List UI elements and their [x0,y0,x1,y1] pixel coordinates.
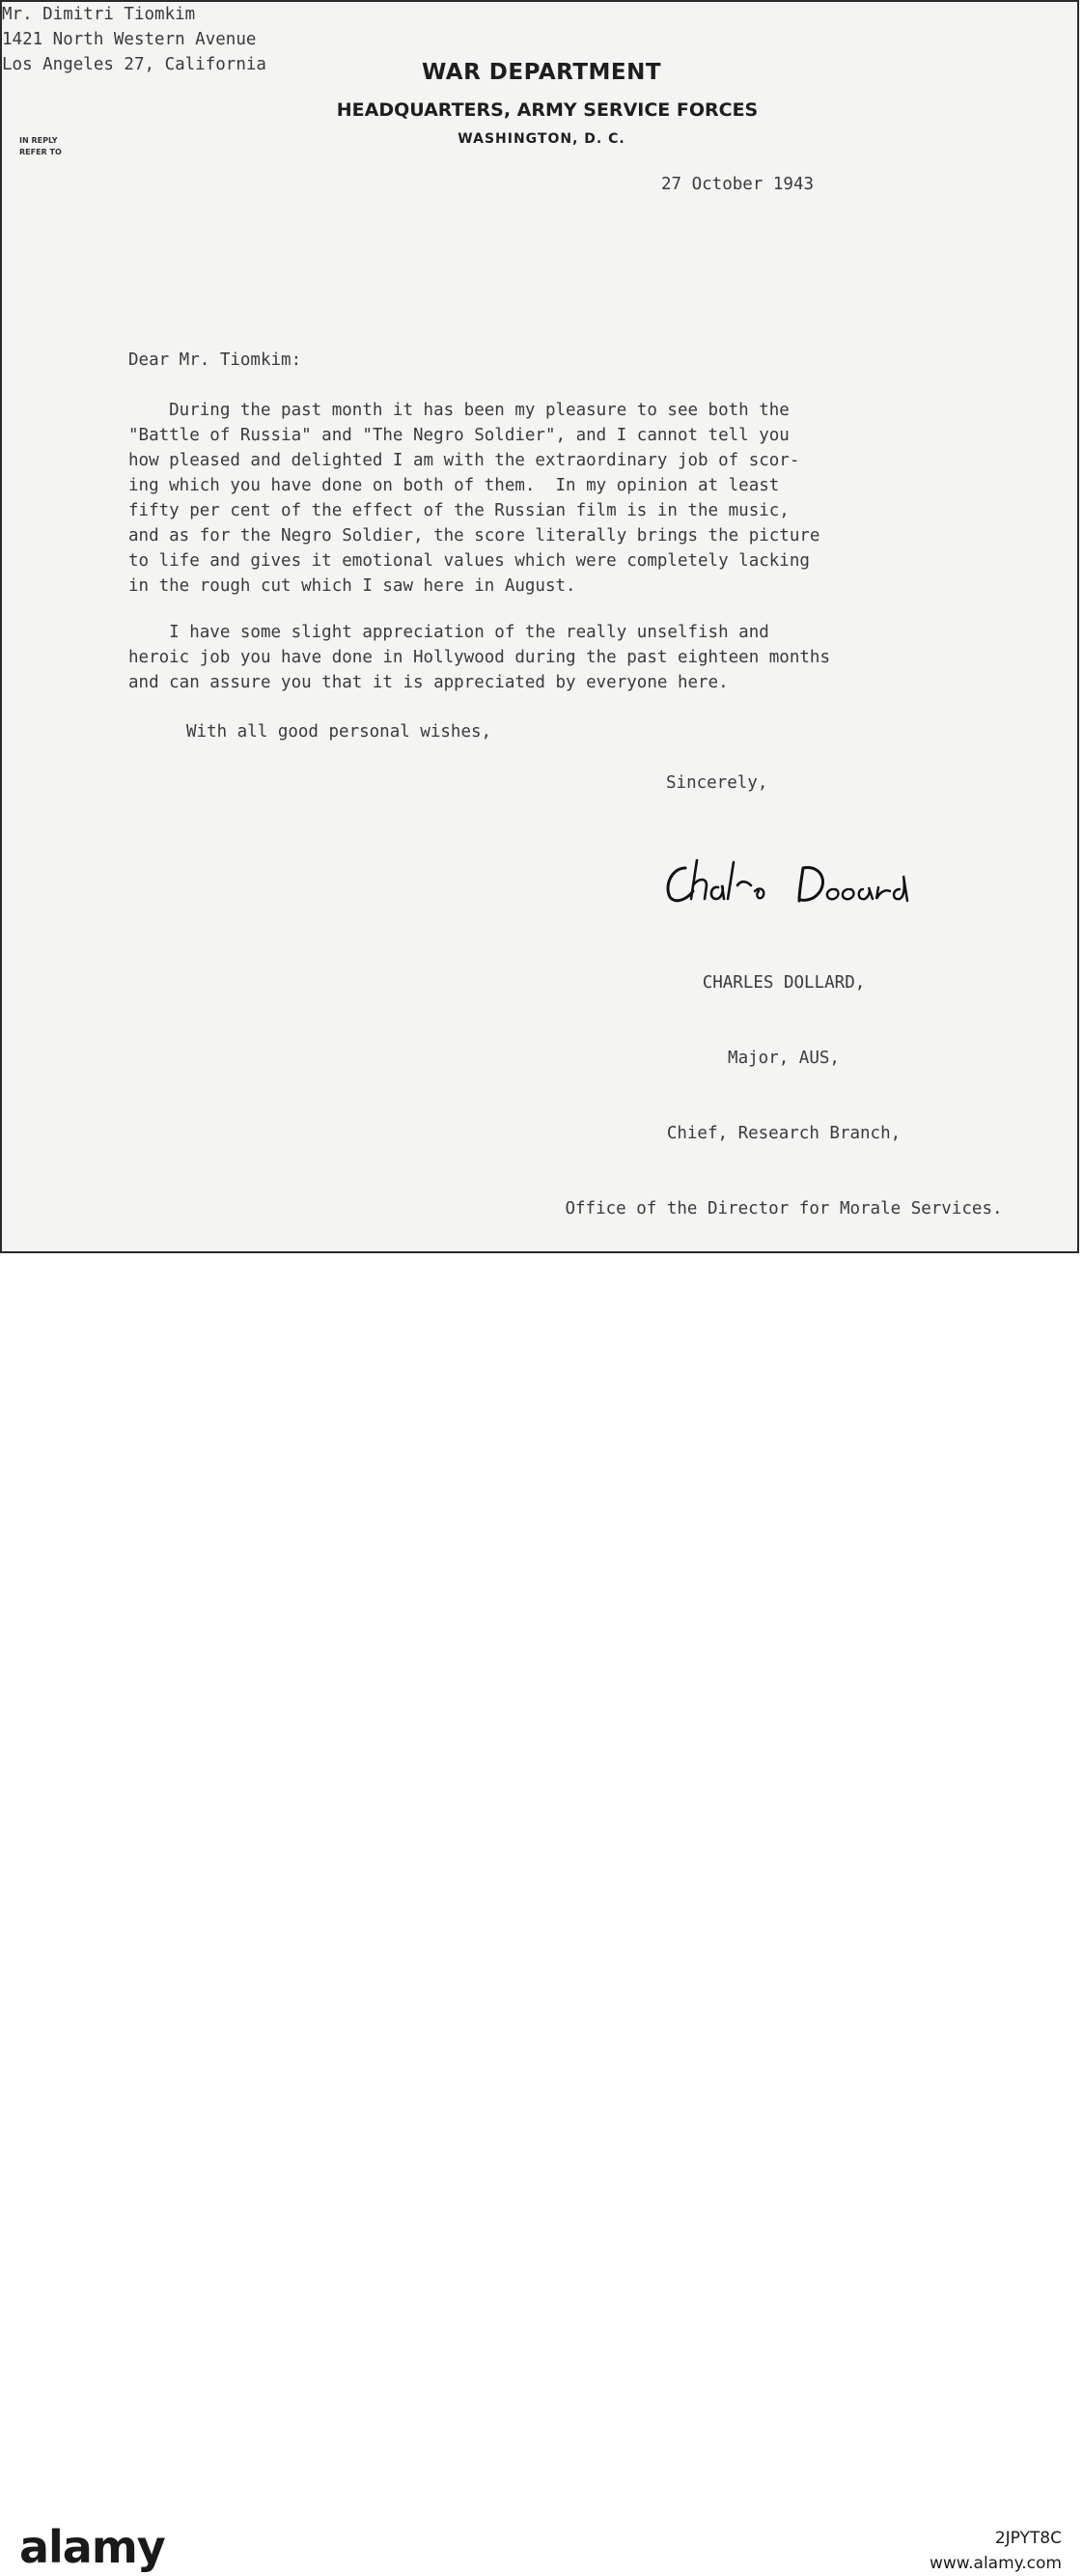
signatory-rank: Major, AUS, [728,1049,840,1068]
signatory-title: Chief, Research Branch, [666,1124,902,1143]
handwritten-signature [658,847,919,914]
body-paragraph-1: During the past month it has been my pleasure to see both the "Battle of Russia" and "The Negro Soldier", and I cannot tell you how pleased and delighted I am with the extraordinary job of scor- ing which you have done on both of them. In my opinion at least fifty per cent of the effect of the Russian film is in the music, and as for the Negro Soldier, the score literally brings the picture to life and gives it emotional values which were completely lacking in the rough cut which I saw here in August. [128,401,820,596]
letter-page [0,0,1079,1253]
body-paragraph-2: I have some slight appreciation of the really unselfish and heroic job you have done in Hollywood during the past eighteen months and can assure you that it is appreciated by everyone here. [128,623,830,692]
reply-reference-note: IN REPLY REFER TO [19,136,62,156]
recipient-name: Mr. Dimitri Tiomkim [2,5,196,24]
signatory-name: CHARLES DOLLARD, [702,973,866,993]
stock-info [930,2526,1062,2576]
stock-footer [0,1253,1083,2573]
letterhead-headquarters: HEADQUARTERS, ARMY SERVICE FORCES [336,99,759,121]
salutation: Dear Mr. Tiomkim: [128,350,302,370]
personal-wishes: With all good personal wishes, [186,722,492,742]
recipient-street: 1421 North Western Avenue [2,30,257,49]
recipient-city: Los Angeles 27, California [2,55,266,74]
signatory-office: Office of the Director for Morale Services. [565,1199,1003,1218]
letter-date: 27 October 1943 [661,175,815,194]
alamy-logo: alamy [19,2521,165,2573]
closing-sincerely: Sincerely, [666,773,768,793]
letterhead-location: WASHINGTON, D. C. [458,131,625,147]
stock-site: www.alamy.com [929,2554,1062,2573]
image-id: 2JPYT8C [994,2529,1062,2548]
letterhead-department: WAR DEPARTMENT [421,60,662,85]
signature-block [514,920,1054,1272]
